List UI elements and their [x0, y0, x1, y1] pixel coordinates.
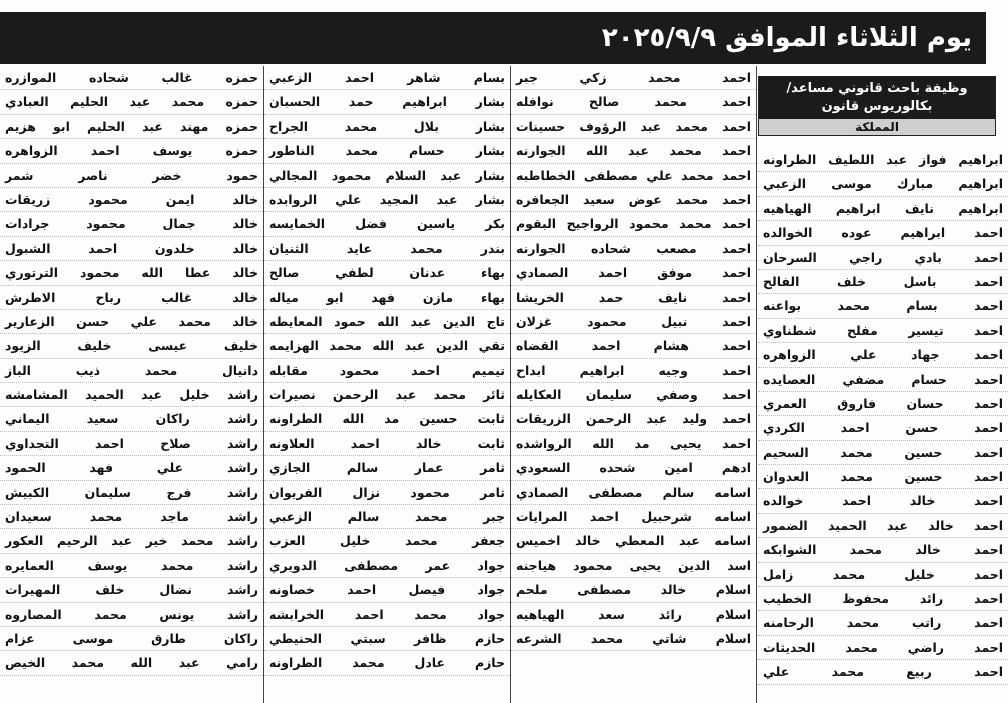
name-entry: بهاء مازن فهد ابو مياله: [264, 286, 510, 310]
name-entry: حازم عادل محمد الطراونه: [264, 651, 510, 675]
name-entry: ابراهيم مبارك موسى الزعبي: [758, 172, 1008, 196]
column-2-list: [511, 66, 756, 651]
job-box: [758, 76, 996, 136]
date-header: [0, 12, 986, 64]
job-title: وظيفة باحث قانوني مساعد/ بكالوريوس قانون: [759, 77, 995, 119]
name-entry: جواد فيصل احمد خصاونه: [264, 578, 510, 602]
name-entry: احمد جهاد علي الزواهره: [758, 343, 1008, 367]
name-entry: احمد هشام احمد القضاه: [511, 334, 756, 358]
column-4: [0, 66, 263, 703]
name-entry: ابراهيم نايف ابراهيم الهياهيه: [758, 197, 1008, 221]
name-entry: احمد وليد عبد الرحمن الزريقات: [511, 407, 756, 431]
name-entry: خالد جمال محمود جرادات: [0, 212, 263, 236]
name-entry: احمد حسام مضفي العصايده: [758, 368, 1008, 392]
name-entry: احمد خليل محمد زامل: [758, 563, 1008, 587]
name-entry: احمد محمد علي مصطفى الخطاطبه: [511, 164, 756, 188]
name-entry: بهاء عدنان لطفي صالح: [264, 261, 510, 285]
column-3-list: [264, 66, 510, 676]
name-entry: راكان طارق موسى عزام: [0, 627, 263, 651]
name-entry: حمزه مهند عبد الحليم ابو هزيم: [0, 115, 263, 139]
name-entry: بشار ابراهيم حمد الحسبان: [264, 90, 510, 114]
name-entry: احمد باسل خلف الفالح: [758, 270, 1008, 294]
name-entry: احمد محمد عبد الرؤوف حسينات: [511, 115, 756, 139]
name-entry: اسامه سالم مصطفى الصمادي: [511, 481, 756, 505]
name-entry: حمزه يوسف احمد الزواهره: [0, 139, 263, 163]
name-entry: خالد ايمن محمود زريقات: [0, 188, 263, 212]
name-entry: خليف عيسى خليف الزيود: [0, 334, 263, 358]
name-entry: احمد خالد محمد الشوابكه: [758, 538, 1008, 562]
name-entry: ثابت خالد احمد العلاونه: [264, 432, 510, 456]
name-entry: احمد يحيى مد الله الرواشده: [511, 432, 756, 456]
name-entry: اسامه عبد المعطي خالد اخميس: [511, 529, 756, 553]
name-entry: بشار بلال محمد الجراح: [264, 115, 510, 139]
name-entry: احمد خالد عبد الحميد الضمور: [758, 514, 1008, 538]
name-entry: راشد محمد خير عبد الرحيم العكور: [0, 529, 263, 553]
name-entry: احمد تيسير مفلح شطناوي: [758, 319, 1008, 343]
name-entry: بسام شاهر احمد الزعبي: [264, 66, 510, 90]
name-entry: احمد حسين محمد العدوان: [758, 465, 1008, 489]
names-columns: [0, 66, 1008, 703]
name-entry: تاج الدين عبد الله حمود المعايطه: [264, 310, 510, 334]
column-4-list: [0, 66, 263, 676]
name-entry: احمد نايف حمد الخريشا: [511, 286, 756, 310]
name-entry: ثائر محمد عبد الرحمن نصيرات: [264, 383, 510, 407]
name-entry: جبر محمد سالم الزعبي: [264, 505, 510, 529]
name-entry: راشد خليل عبد الحميد المشامشه: [0, 383, 263, 407]
name-entry: احمد حسين محمد السحيم: [758, 441, 1008, 465]
name-entry: احمد حسن احمد الكردي: [758, 416, 1008, 440]
name-entry: احمد بادي راجي السرحان: [758, 246, 1008, 270]
name-entry: تقي الدين عبد الله محمد الهزايمه: [264, 334, 510, 358]
name-entry: راشد صلاح احمد التجداوي: [0, 432, 263, 456]
name-entry: بندر محمد عايد الثنيان: [264, 237, 510, 261]
name-entry: احمد وجيه ابراهيم ابداح: [511, 359, 756, 383]
name-entry: احمد بسام محمد بواعنه: [758, 294, 1008, 318]
name-entry: راشد راكان سعيد اليماني: [0, 407, 263, 431]
name-entry: اسلام رائد سعد الهياهيه: [511, 603, 756, 627]
name-entry: خالد غالب رباح الاطرش: [0, 286, 263, 310]
name-entry: احمد مصعب شحاده الجوارنه: [511, 237, 756, 261]
name-entry: احمد وصفي سليمان العكايله: [511, 383, 756, 407]
name-entry: راشد محمد يوسف العمايره: [0, 554, 263, 578]
name-entry: اسلام خالد مصطفى ملحم: [511, 578, 756, 602]
column-3: [263, 66, 510, 703]
name-entry: احمد محمد عبد الله الجوارنه: [511, 139, 756, 163]
name-entry: جواد عمر مصطفى الدويري: [264, 554, 510, 578]
name-entry: بشار عبد المجيد علي الروابده: [264, 188, 510, 212]
name-entry: احمد خالد احمد خوالده: [758, 489, 1008, 513]
name-entry: راشد ماجد محمد سعيدان: [0, 505, 263, 529]
name-entry: حازم ظافر سبتي الحنيطي: [264, 627, 510, 651]
name-entry: راشد فرج سليمان الكبيش: [0, 481, 263, 505]
name-entry: ثابت حسين مد الله الطراونه: [264, 407, 510, 431]
name-entry: احمد محمد زكي جبر: [511, 66, 756, 90]
name-entry: راشد علي فهد الحمود: [0, 456, 263, 480]
name-entry: بشار حسام محمد الناطور: [264, 139, 510, 163]
job-location: المملكة: [759, 119, 995, 135]
name-entry: جعفر محمد خليل العزب: [264, 529, 510, 553]
name-entry: احمد رائد محفوظ الخطيب: [758, 587, 1008, 611]
name-entry: رامي عبد الله محمد الخيص: [0, 651, 263, 675]
column-1-list: [758, 148, 1008, 685]
name-entry: حمزه غالب شحاده الموازره: [0, 66, 263, 90]
name-entry: احمد موفق احمد الصمادي: [511, 261, 756, 285]
name-entry: ثامر محمود نزال الفريوان: [264, 481, 510, 505]
name-entry: احمد نبيل محمود غزلان: [511, 310, 756, 334]
name-entry: اسامه شرحبيل احمد المرايات: [511, 505, 756, 529]
name-entry: بكر ياسين فضل الخمايسه: [264, 212, 510, 236]
name-entry: احمد محمد محمود الرواجيح البقوم: [511, 212, 756, 236]
name-entry: جواد محمد احمد الخرابشه: [264, 603, 510, 627]
column-2: [510, 66, 756, 703]
name-entry: احمد راضي محمد الحديثات: [758, 636, 1008, 660]
name-entry: احمد ربيع محمد علي: [758, 660, 1008, 684]
name-entry: حمزه محمد عبد الحليم العبادي: [0, 90, 263, 114]
name-entry: ابراهيم فواز عبد اللطيف الطراونه: [758, 148, 1008, 172]
name-entry: احمد حسان فاروق العمري: [758, 392, 1008, 416]
name-entry: ادهم امين شحده السعودي: [511, 456, 756, 480]
name-entry: احمد محمد صالح نوافله: [511, 90, 756, 114]
name-entry: دانيال محمد ذيب الباز: [0, 359, 263, 383]
name-entry: اسلام شاتي محمد الشرعه: [511, 627, 756, 651]
name-entry: خالد محمد علي حسن الزعارير: [0, 310, 263, 334]
name-entry: خالد عطا الله محمود الترتوري: [0, 261, 263, 285]
name-entry: احمد راتب محمد الرحامنه: [758, 611, 1008, 635]
name-entry: راشد نضال خلف المهيرات: [0, 578, 263, 602]
column-1: [756, 66, 1008, 703]
name-entry: تيميم احمد محمود مقابله: [264, 359, 510, 383]
name-entry: خالد خلدون احمد الشبول: [0, 237, 263, 261]
name-entry: بشار عبد السلام محمود المجالي: [264, 164, 510, 188]
name-entry: حمود خضر ناصر شمر: [0, 164, 263, 188]
name-entry: ثامر عمار سالم الجازي: [264, 456, 510, 480]
name-entry: احمد محمد عوض سعيد الجعافره: [511, 188, 756, 212]
name-entry: اسد الدين يحيى محمود هياجنه: [511, 554, 756, 578]
date-title: يوم الثلاثاء الموافق ٢٠٢٥/٩/٩: [601, 23, 972, 53]
name-entry: احمد ابراهيم عوده الخوالده: [758, 221, 1008, 245]
name-entry: راشد يونس محمد المصاروه: [0, 603, 263, 627]
